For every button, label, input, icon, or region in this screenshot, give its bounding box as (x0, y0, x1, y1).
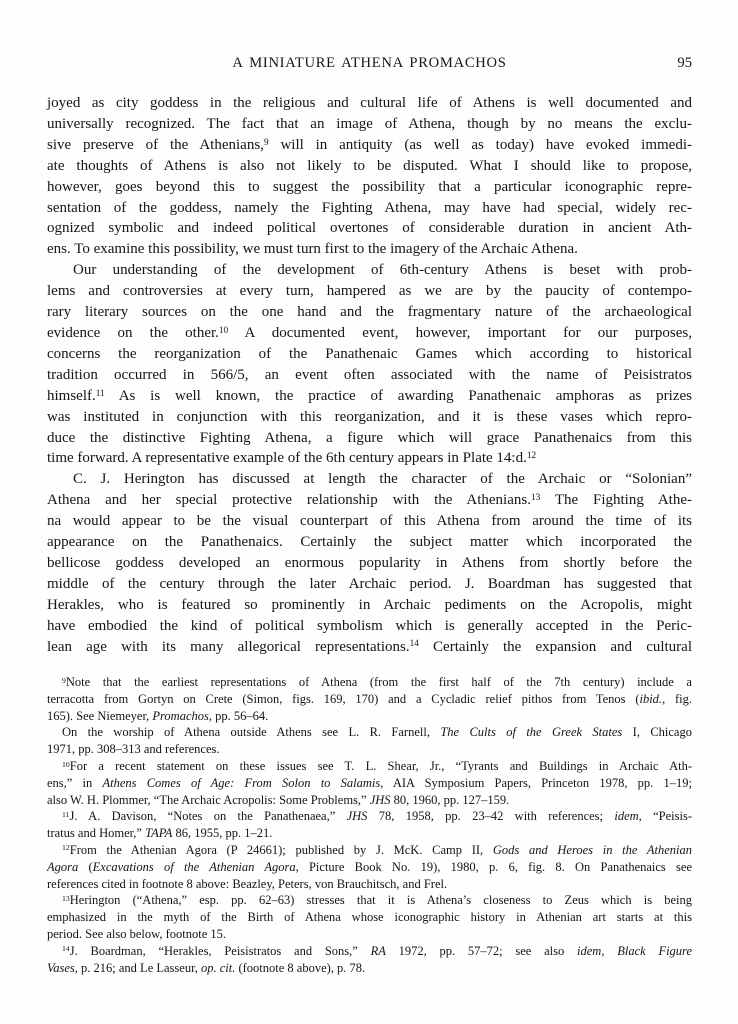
footnote-line: $^9$Note that the earliest representations of Athena (from the first half of the 7th century) include a (62, 675, 692, 689)
body-text-line: rary literary sources on the one hand and the fragmentary nature of the archaeological (47, 304, 692, 321)
body-text-line: ognized symbolic and indeed political overtones of considerable duration in ancient Ath- (47, 220, 692, 237)
body-text-line: middle of the century through the later Archaic period. J. Boardman has suggested that (47, 575, 692, 592)
body-text-line: concerns the reorganization of the Panathenaic Games which according to historical (47, 345, 692, 362)
body-text-line: joyed as city goddess in the religious and cultural life of Athens is well documented and (47, 95, 692, 111)
body-text-line: have embodied the kind of political symbolism which is generally accepted in the Peric- (47, 617, 692, 634)
footnote-line: $^{10}$For a recent statement on these issues see T. L. Shear, Jr., “Tyrants and Buildings in Archaic Ath- (62, 758, 692, 773)
body-text-line: however, goes beyond this to suggest the possibility that a particular iconographic repre- (47, 178, 692, 195)
body-text-line: ens. To examine this possibility, we must turn first to the imagery of the Archaic Athena. (47, 241, 578, 258)
footnote-line: tratus and Homer,” TAPA 86, 1955, pp. 1–21. (47, 826, 273, 841)
running-head: A MINIATURE ATHENA PROMACHOS (232, 55, 507, 71)
body-text-line: himself.$^{11}$ As is well known, the practice of awarding Panathenaic amphoras as prizes (47, 387, 692, 404)
footnotes-section (47, 674, 692, 976)
footnote-line: terracotta from Gortyn on Crete (Simon, figs. 169, 170) and a Cycladic relief pithos from Tenos (ibid., fig. (47, 691, 692, 706)
footnote-line: $^{11}$J. A. Davison, “Notes on the Panathenaea,” JHS 78, 1958, pp. 23–42 with references; idem, “Peisis- (62, 809, 693, 824)
footnote-line: 1971, pp. 308–313 and references. (47, 742, 220, 757)
body-text-line: C. J. Herington has discussed at length the character of the Archaic or “Solonian” (73, 471, 692, 488)
body-text-line: Athena and her special protective relationship with the Athenians.$^{13}$ The Fighting Athe- (47, 492, 692, 509)
body-text (47, 93, 692, 657)
footnote-line: ens,” in Athens Comes of Age: From Solon to Salamis, AIA Symposium Papers, Princeton 1978, pp. 1–19; (47, 775, 692, 790)
body-text-line: sive preserve of the Athenians,$^9$ will in antiquity (as well as today) have evoked immedi- (47, 136, 693, 153)
footnote-line: Vases, p. 216; and Le Lasseur, op. cit. (footnote 8 above), p. 78. (47, 960, 366, 975)
footnote-line: $^{12}$From the Athenian Agora (P 24661); published by J. McK. Camp II, Gods and Heroes in the Athenian (62, 842, 692, 857)
body-text-line: sentation of the goddess, namely the Fighting Athena, may have had special, widely rec- (47, 199, 692, 216)
body-text-line: tradition occurred in 566/5, an event often associated with the name of Peisistratos (47, 366, 692, 383)
footnote-line: emphasized in the myth of the Birth of Athena whose iconographic history in Athenian art starts at this (47, 910, 692, 925)
body-text-line: lean age with its many allegorical representations.$^{14}$ Certainly the expansion and cultural (47, 638, 693, 655)
footnote-line: also W. H. Plommer, “The Archaic Acropolis: Some Problems,” JHS 80, 1960, pp. 127–159. (47, 792, 510, 807)
body-text-line: bellicose goddess developed an enormous popularity in Athens from shortly before the (47, 554, 692, 571)
body-text-line: time forward. A representative example of the 6th century appears in Plate 14:d.$^{12}$ (47, 450, 537, 467)
footnote-line: references cited in footnote 8 above: Beazley, Peters, von Brauchitsch, and Frel. (47, 876, 448, 891)
body-text-line: evidence on the other.$^{10}$ A documented event, however, important for our purposes, (47, 324, 692, 341)
footnote-line: $^{14}$J. Boardman, “Herakles, Peisistratos and Sons,” RA 1972, pp. 57–72; see also idem, Black Figure (62, 943, 693, 958)
body-text-line: Herakles, who is featured so prominently in Archaic pediments on the Acropolis, might (47, 596, 692, 613)
body-text-line: ate thoughts of Athens is also not likely to be disputed. What I should like to propose, (47, 157, 692, 174)
footnote-line: period. See also below, footnote 15. (47, 926, 227, 941)
page-number: 95 (677, 55, 692, 71)
body-text-line: appearance on the Panathenaics. Certainly the subject matter which incorporated the (47, 534, 692, 551)
body-text-line: na would appear to be the visual counterpart of this Athena from around the time of its (47, 513, 692, 530)
body-text-line: was instituted in conjunction with this reorganization, and it is these vases which repro- (47, 408, 692, 425)
footnote-line: 165). See Niemeyer, Promachos, pp. 56–64. (47, 708, 269, 723)
body-text-line: duce the distinctive Fighting Athena, a figure which will grace Panathenaics from this (47, 429, 692, 446)
body-text-line: universally recognized. The fact that an image of Athena, though by no means the exclu- (47, 115, 692, 132)
body-text-line: lems and controversies at every turn, hampered as we are by the paucity of contempo- (47, 283, 692, 300)
body-text-line: Our understanding of the development of 6th-century Athens is beset with prob- (73, 262, 692, 279)
footnote-line: Agora (Excavations of the Athenian Agora, Picture Book No. 19), 1980, p. 6, fig. 8. On Panathenaics see (47, 859, 692, 874)
page-header (47, 55, 692, 75)
footnote-line: On the worship of Athena outside Athens see L. R. Farnell, The Cults of the Greek States I, Chicago (62, 725, 692, 740)
footnote-line: $^{13}$Herington (“Athena,” esp. pp. 62–63) stresses that it is Athena’s closeness to Zeus which is being (62, 893, 692, 908)
